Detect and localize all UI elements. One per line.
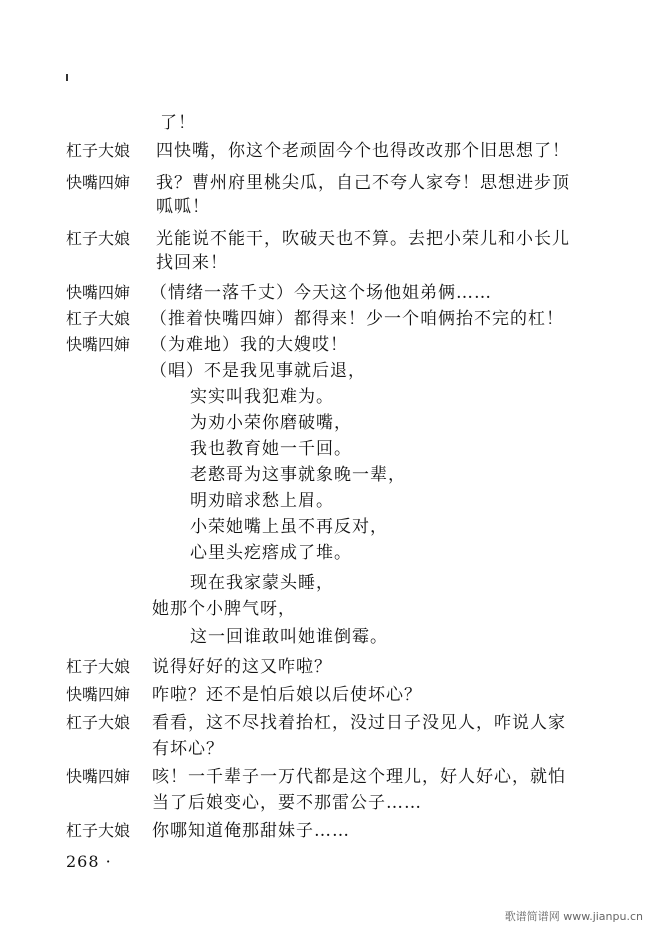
speaker-name: 杠子大娘 [66,713,131,732]
line-text: 说得好好的这又咋啦？ [152,657,332,677]
line-text: 有坏心？ [152,739,224,759]
page-number: 268 · [66,852,112,871]
speaker-name: 杠子大娘 [66,309,131,328]
speaker-name: 杠子大娘 [66,141,131,160]
line-text: 实实叫我犯难为。 [190,387,334,407]
line-text: 这一回谁敢叫她谁倒霉。 [190,627,388,647]
line-text: （为难地）我的大嫂哎！ [150,335,348,355]
speaker-name: 杠子大娘 [66,657,131,676]
speaker-name: 杠子大娘 [66,229,131,248]
line-text: 呱呱！ [156,197,210,217]
line-text: （唱）不是我见事就后退， [150,361,366,381]
line-text: 我？曹州府里桃尖瓜，自己不夸人家夸！思想进步顶 [156,173,570,193]
line-text: 我也教育她一千回。 [190,439,352,459]
line-text: 她那个小脾气呀， [152,599,296,619]
line-text: 老憨哥为这事就象晚一辈， [190,465,406,485]
line-text: 现在我家蒙头睡， [190,573,334,593]
watermark: 歌谱简谱网 www.jianpu.cn [504,910,643,923]
line-text: 小荣她嘴上虽不再反对， [190,517,388,537]
line-text: 四快嘴，你这个老顽固今个也得改改那个旧思想了！ [156,141,570,161]
line-text: 心里头疙瘩成了堆。 [190,543,352,563]
line-text: 光能说不能干，吹破天也不算。去把小荣儿和小长儿 [156,229,570,249]
speaker-name: 快嘴四婶 [66,685,131,704]
speaker-name: 快嘴四婶 [66,767,131,786]
line-text: 了！ [160,113,196,133]
speaker-name: 快嘴四婶 [66,283,131,302]
line-text: （情绪一落千丈）今天这个场他姐弟俩…… [150,283,492,303]
line-text: 你哪知道俺那甜妹子…… [152,821,350,841]
line-text: 为劝小荣你磨破嘴， [190,413,352,433]
speaker-name: 快嘴四婶 [66,173,131,192]
line-text: 看看，这不尽找着抬杠，没过日子没见人，咋说人家 [152,713,566,733]
line-text: 找回来！ [156,253,228,273]
line-text: （推着快嘴四婶）都得来！少一个咱俩抬不完的杠！ [150,309,564,329]
line-text: 明劝暗求愁上眉。 [190,491,334,511]
speaker-name: 快嘴四婶 [66,335,131,354]
margin-mark [66,74,68,81]
line-text: 咳！一千辈子一万代都是这个理儿，好人好心，就怕 [152,767,566,787]
line-text: 咋啦？还不是怕后娘以后使坏心？ [152,685,422,705]
speaker-name: 杠子大娘 [66,821,131,840]
line-text: 当了后娘变心，要不那雷公子…… [152,793,422,813]
